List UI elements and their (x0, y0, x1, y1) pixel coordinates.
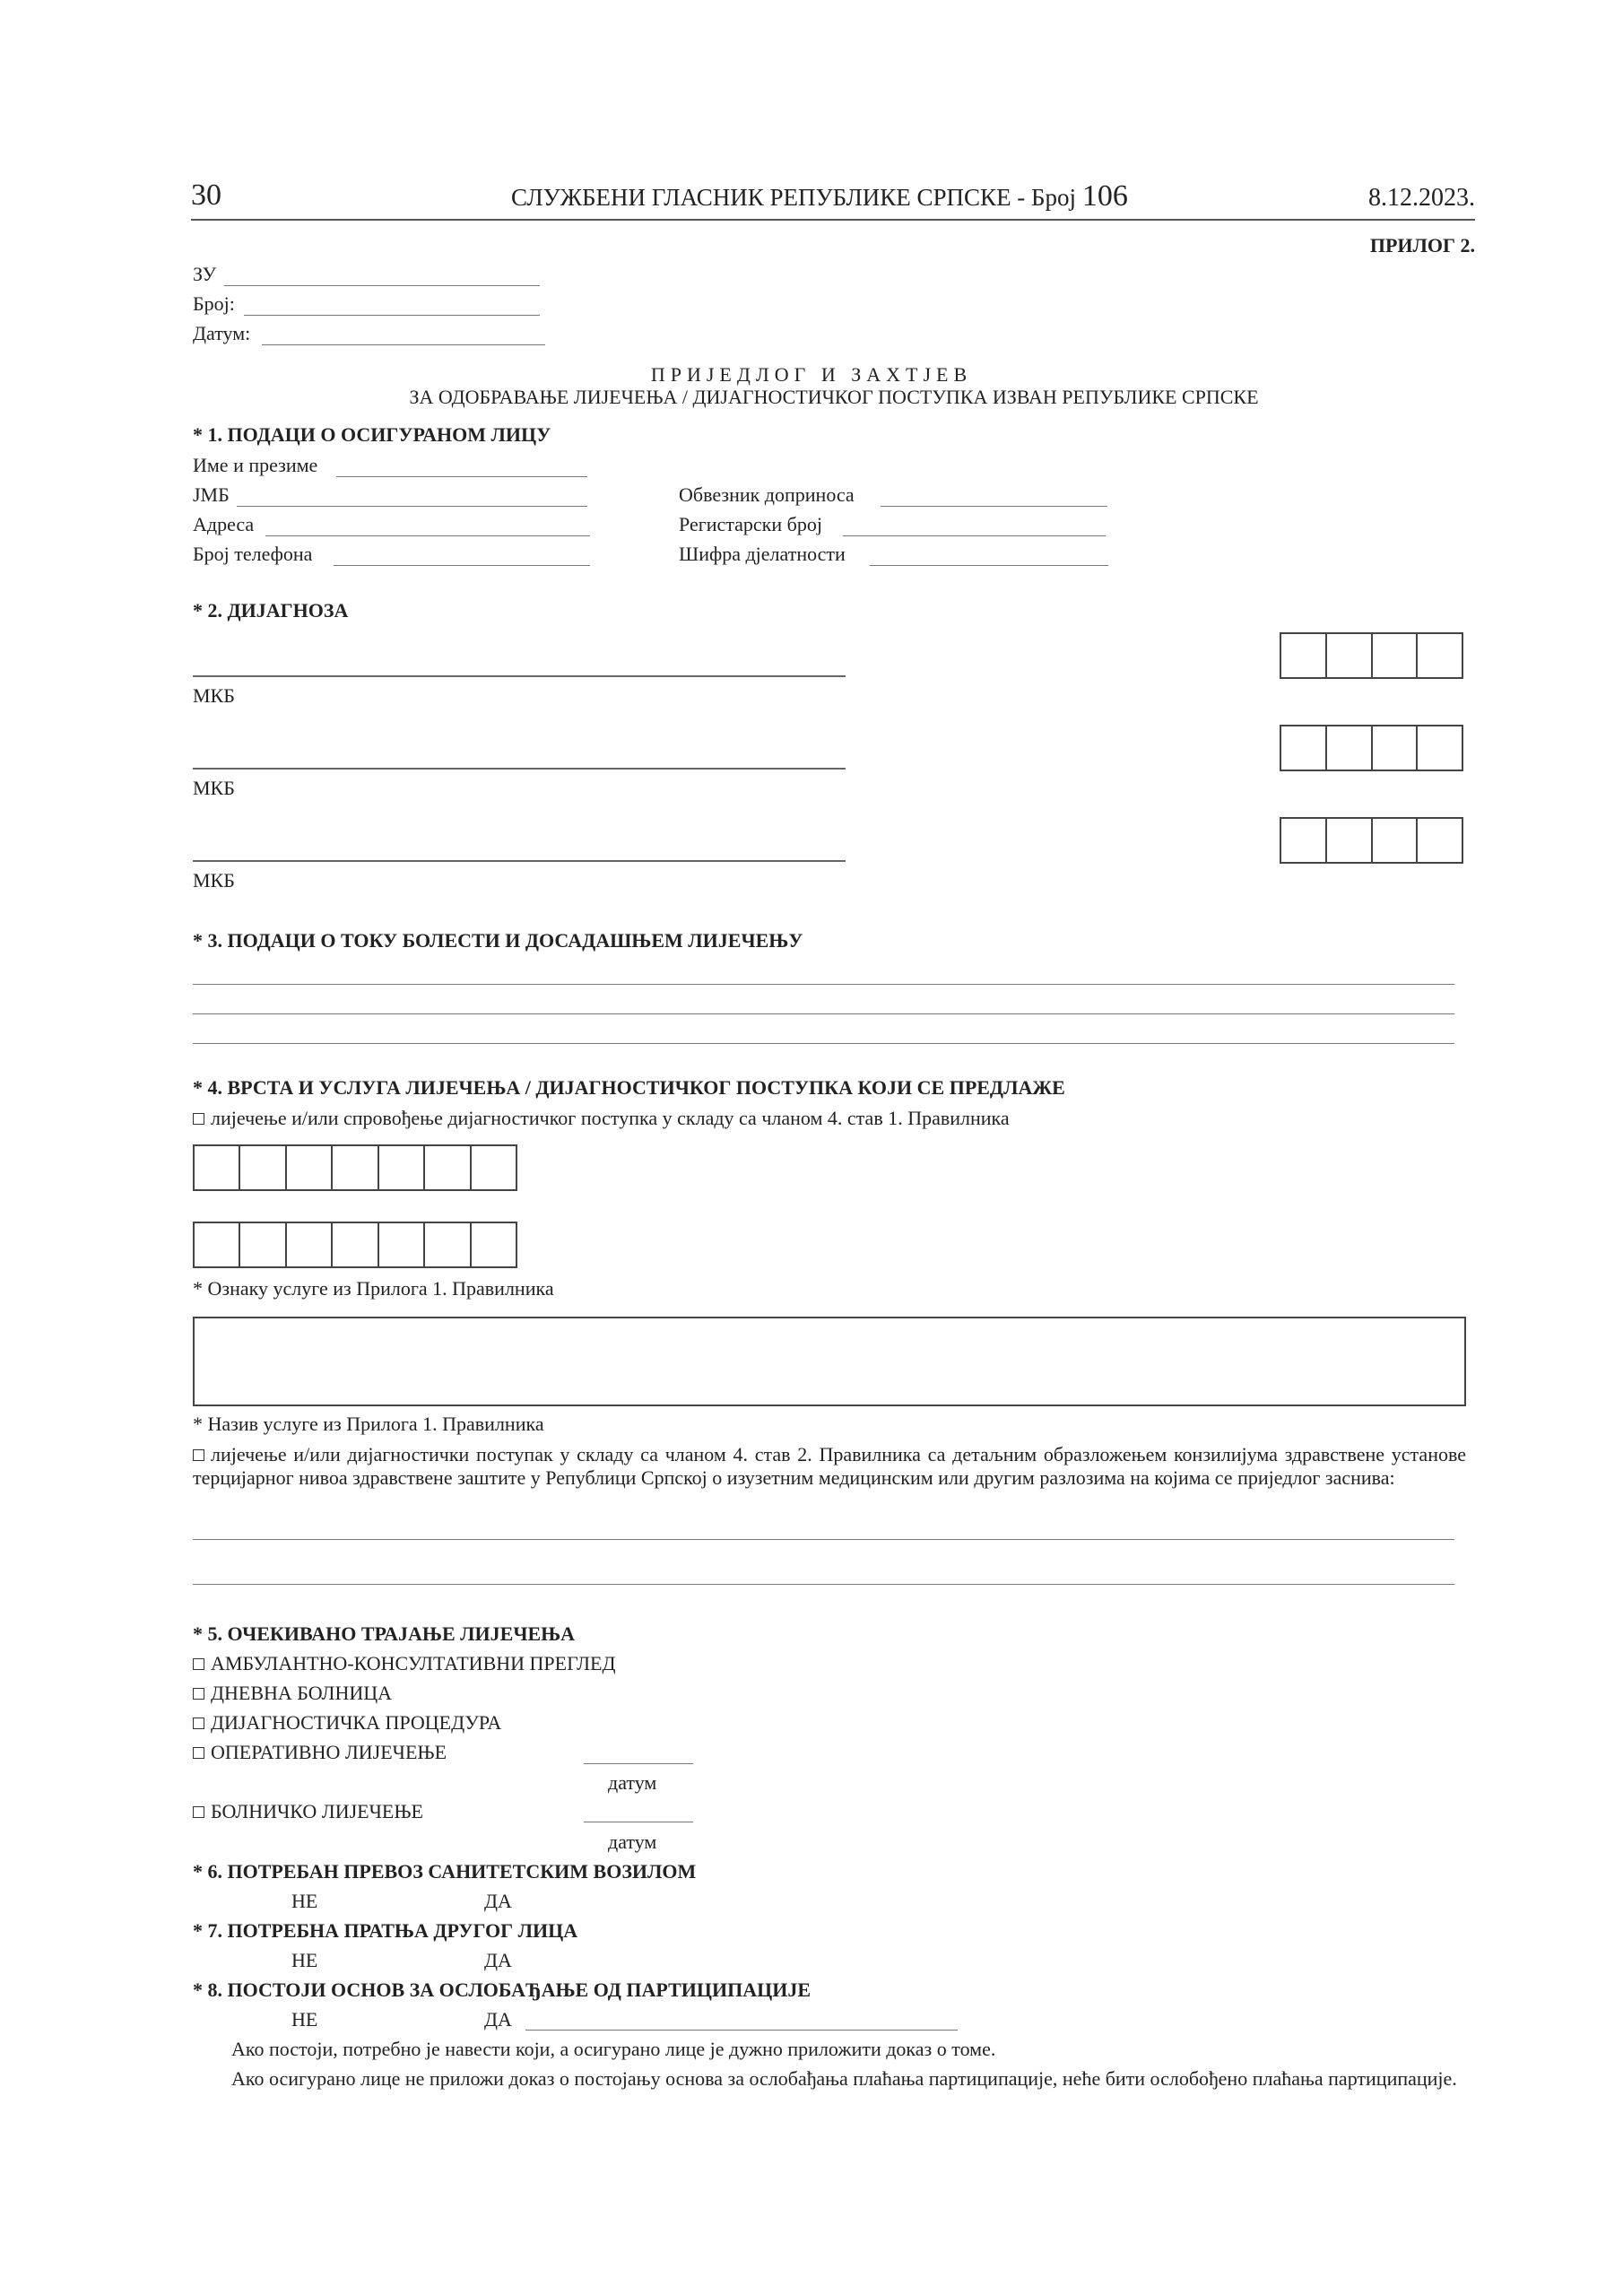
option-day-hospital[interactable] (193, 1682, 392, 1705)
section1-heading: * 1. ПОДАЦИ О ОСИГУРАНОМ ЛИЦУ (193, 423, 551, 446)
page-number: 30 (191, 178, 221, 212)
service-code-boxes-1[interactable] (193, 1144, 517, 1191)
checkbox-icon[interactable] (193, 1747, 204, 1759)
annex-label: ПРИЛОГ 2. (1369, 234, 1475, 257)
exemption-note-1: Ако постоји, потребно је навести који, а осигурано лице је дужно приложити доказ о томе. (231, 2038, 996, 2060)
option-hospital[interactable] (193, 1800, 423, 1823)
zu-label: ЗУ (193, 263, 217, 285)
section3-heading: * 3. ПОДАЦИ О ТОКУ БОЛЕСТИ И ДОСАДАШЊЕМ ЛИЈЕЧЕЊУ (193, 929, 803, 952)
mkb-code-boxes-2[interactable] (1280, 725, 1463, 771)
option-ambulatory-label: АМБУЛАНТНО-КОНСУЛТАТИВНИ ПРЕГЛЕД (211, 1652, 616, 1674)
datum-field[interactable] (262, 344, 545, 345)
transport-no[interactable]: НЕ (291, 1890, 318, 1912)
service-code-boxes-2[interactable] (193, 1222, 517, 1268)
section2-heading: * 2. ДИЈАГНОЗА (193, 599, 349, 622)
broj-label: Број: (193, 292, 235, 315)
option-article4-par2-label: лијечење и/или дијагностички поступак у складу са чланом 4. став 2. Правилника са детаљним образложењем конзилијума здравствене установе терцијарног нивоа здравствене заштите у Републици Српској о изузетним медицинским или другим разлозима на којима се приједлог заснива: (193, 1443, 1466, 1489)
service-code-note: * Ознаку услуге из Прилога 1. Правилника (193, 1277, 554, 1300)
exemption-yes[interactable]: ДА (484, 2008, 512, 2031)
name-field[interactable] (336, 476, 587, 477)
publication-date: 8.12.2023. (1368, 184, 1475, 212)
mkb-label-1: МКБ (193, 684, 235, 707)
name-label: Име и презиме (193, 454, 318, 476)
hospital-date-label: датум (608, 1831, 657, 1853)
operative-date-field[interactable] (584, 1763, 693, 1764)
checkbox-icon[interactable] (193, 1658, 204, 1670)
justification-line-1[interactable] (193, 1539, 1454, 1540)
operative-date-label: датум (608, 1771, 657, 1794)
checkbox-icon[interactable] (193, 1688, 204, 1700)
mkb-code-boxes-3[interactable] (1280, 817, 1463, 864)
escort-no[interactable]: НЕ (291, 1949, 318, 1971)
option-ambulatory[interactable] (193, 1652, 616, 1675)
activity-label: Шифра дјелатности (679, 543, 846, 565)
jmb-label: ЈМБ (193, 483, 230, 506)
publication-title (511, 179, 1128, 214)
mkb-code-boxes-1[interactable] (1280, 632, 1463, 679)
phone-field[interactable] (334, 565, 590, 566)
option-article4-par1-label: лијечење и/или спровођење дијагностичког поступка у складу са чланом 4. став 1. Правилника (211, 1107, 1010, 1129)
form-title: ПРИЈЕДЛОГ И ЗАХТЈЕВ (650, 363, 973, 386)
option-diagnostic-procedure-label: ДИЈАГНОСТИЧКА ПРОЦЕДУРА (211, 1711, 502, 1734)
form-subtitle: ЗА ОДОБРАВАЊЕ ЛИЈЕЧЕЊА / ДИЈАГНОСТИЧКОГ ПОСТУПКА ИЗВАН РЕПУБЛИКЕ СРПСКЕ (409, 386, 1259, 408)
registry-label: Регистарски број (679, 513, 822, 535)
checkbox-icon[interactable] (193, 1718, 204, 1729)
checkbox-icon[interactable] (193, 1806, 204, 1818)
option-operative[interactable] (193, 1741, 447, 1764)
mkb-label-3: МКБ (193, 869, 235, 891)
contributor-label: Обвезник доприноса (679, 483, 855, 506)
diagnosis-line-1[interactable] (193, 675, 846, 677)
section6-heading: * 6. ПОТРЕБАН ПРЕВОЗ САНИТЕТСКИМ ВОЗИЛОМ (193, 1860, 697, 1883)
registry-field[interactable] (843, 535, 1106, 536)
issue-number: 106 (1081, 179, 1128, 213)
contributor-field[interactable] (881, 506, 1107, 507)
section5-heading: * 5. ОЧЕКИВАНО ТРАЈАЊЕ ЛИЈЕЧЕЊА (193, 1622, 576, 1645)
exemption-no[interactable]: НЕ (291, 2008, 318, 2031)
option-article4-par1[interactable] (193, 1107, 1010, 1130)
option-hospital-label: БОЛНИЧКО ЛИЈЕЧЕЊЕ (211, 1800, 423, 1822)
option-article4-par2[interactable] (193, 1443, 1466, 1490)
history-line-1[interactable] (193, 984, 1454, 985)
address-field[interactable] (265, 535, 590, 536)
section4-heading: * 4. ВРСТА И УСЛУГА ЛИЈЕЧЕЊА / ДИЈАГНОСТИЧКОГ ПОСТУПКА КОЈИ СЕ ПРЕДЛАЖЕ (193, 1076, 1065, 1099)
service-name-box[interactable] (193, 1317, 1466, 1406)
broj-field[interactable] (244, 315, 540, 316)
option-diagnostic-procedure[interactable] (193, 1711, 501, 1735)
checkbox-icon[interactable] (193, 1113, 204, 1125)
mkb-label-2: МКБ (193, 777, 235, 799)
justification-line-2[interactable] (193, 1584, 1454, 1585)
exemption-note-2: Ако осигурано лице не приложи доказ о постојању основа за ослобађања плаћања партиципације, неће бити ослобођено плаћања партиципације. (231, 2067, 1457, 2090)
option-day-hospital-label: ДНЕВНА БОЛНИЦА (211, 1682, 393, 1704)
option-operative-label: ОПЕРАТИВНО ЛИЈЕЧЕЊЕ (211, 1741, 447, 1763)
phone-label: Број телефона (193, 543, 313, 565)
datum-label: Датум: (193, 322, 251, 344)
activity-field[interactable] (870, 565, 1108, 566)
publication-name: СЛУЖБЕНИ ГЛАСНИК РЕПУБЛИКЕ СРПСКЕ - Број (511, 184, 1077, 211)
header-rule (191, 219, 1475, 221)
exemption-basis-field[interactable] (525, 2030, 958, 2031)
service-name-note: * Назив услуге из Прилога 1. Правилника (193, 1413, 544, 1435)
diagnosis-line-2[interactable] (193, 768, 846, 770)
transport-yes[interactable]: ДА (484, 1890, 512, 1912)
section7-heading: * 7. ПОТРЕБНА ПРАТЊА ДРУГОГ ЛИЦА (193, 1919, 578, 1942)
history-line-2[interactable] (193, 1013, 1454, 1014)
diagnosis-line-3[interactable] (193, 860, 846, 862)
history-line-3[interactable] (193, 1043, 1454, 1044)
zu-field[interactable] (224, 285, 540, 286)
address-label: Адреса (193, 513, 255, 535)
checkbox-icon[interactable] (193, 1449, 204, 1461)
jmb-field[interactable] (237, 506, 587, 507)
section8-heading: * 8. ПОСТОЈИ ОСНОВ ЗА ОСЛОБАЂАЊЕ ОД ПАРТИЦИПАЦИЈЕ (193, 1979, 811, 2001)
escort-yes[interactable]: ДА (484, 1949, 512, 1971)
